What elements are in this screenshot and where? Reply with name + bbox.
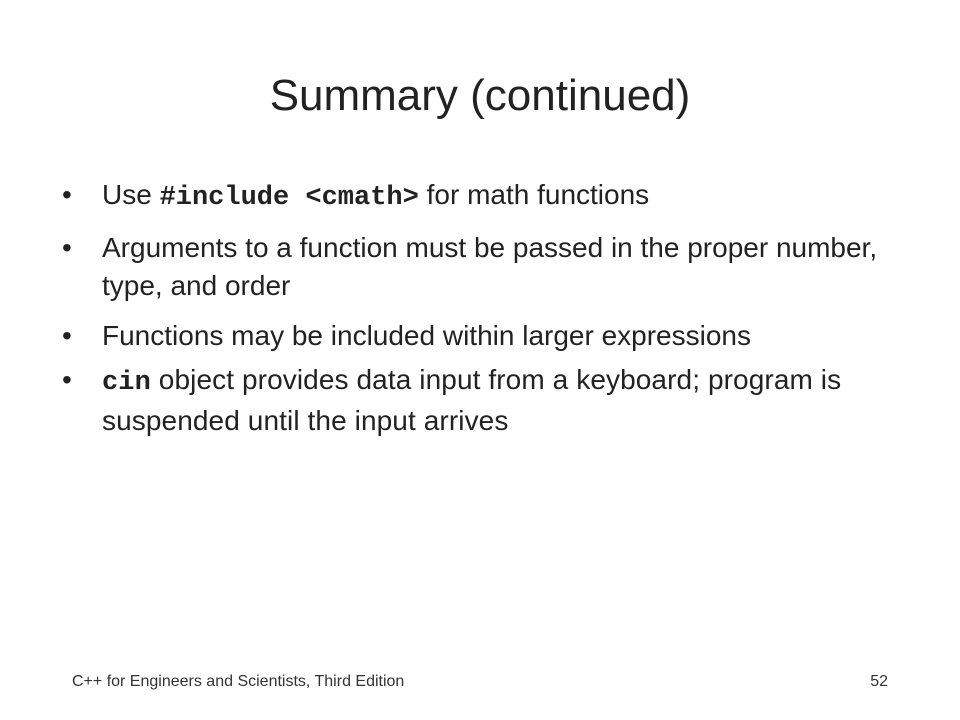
bullet-dot-icon: • [62,364,72,395]
bullet-item-arguments [60,229,880,305]
bullet-text: Functions may be included within larger expressions [102,320,751,351]
bullet-dot-icon: • [62,232,72,263]
bullet-item-cin [60,361,880,440]
bullet-text-pre: Use [102,179,160,210]
footer-page-number: 52 [870,673,888,690]
bullet-dot-icon: • [62,320,72,351]
bullet-text: Arguments to a function must be passed in the proper number, type, and order [102,232,878,301]
bullet-code-include: #include <cmath> [159,183,419,213]
bullet-text-post: object provides data input from a keyboard; program is suspended until the input arrives [102,364,842,436]
bullet-code-cin: cin [102,368,151,398]
bullet-item-include [60,176,880,217]
bullet-dot-icon: • [62,179,72,210]
bullet-list [60,176,880,440]
bullet-text-post: for math functions [418,179,650,210]
slide-title: Summary (continued) [269,71,691,120]
footer-book-title: C++ for Engineers and Scientists, Third Edition [72,673,405,690]
bullet-item-expressions [60,317,880,355]
